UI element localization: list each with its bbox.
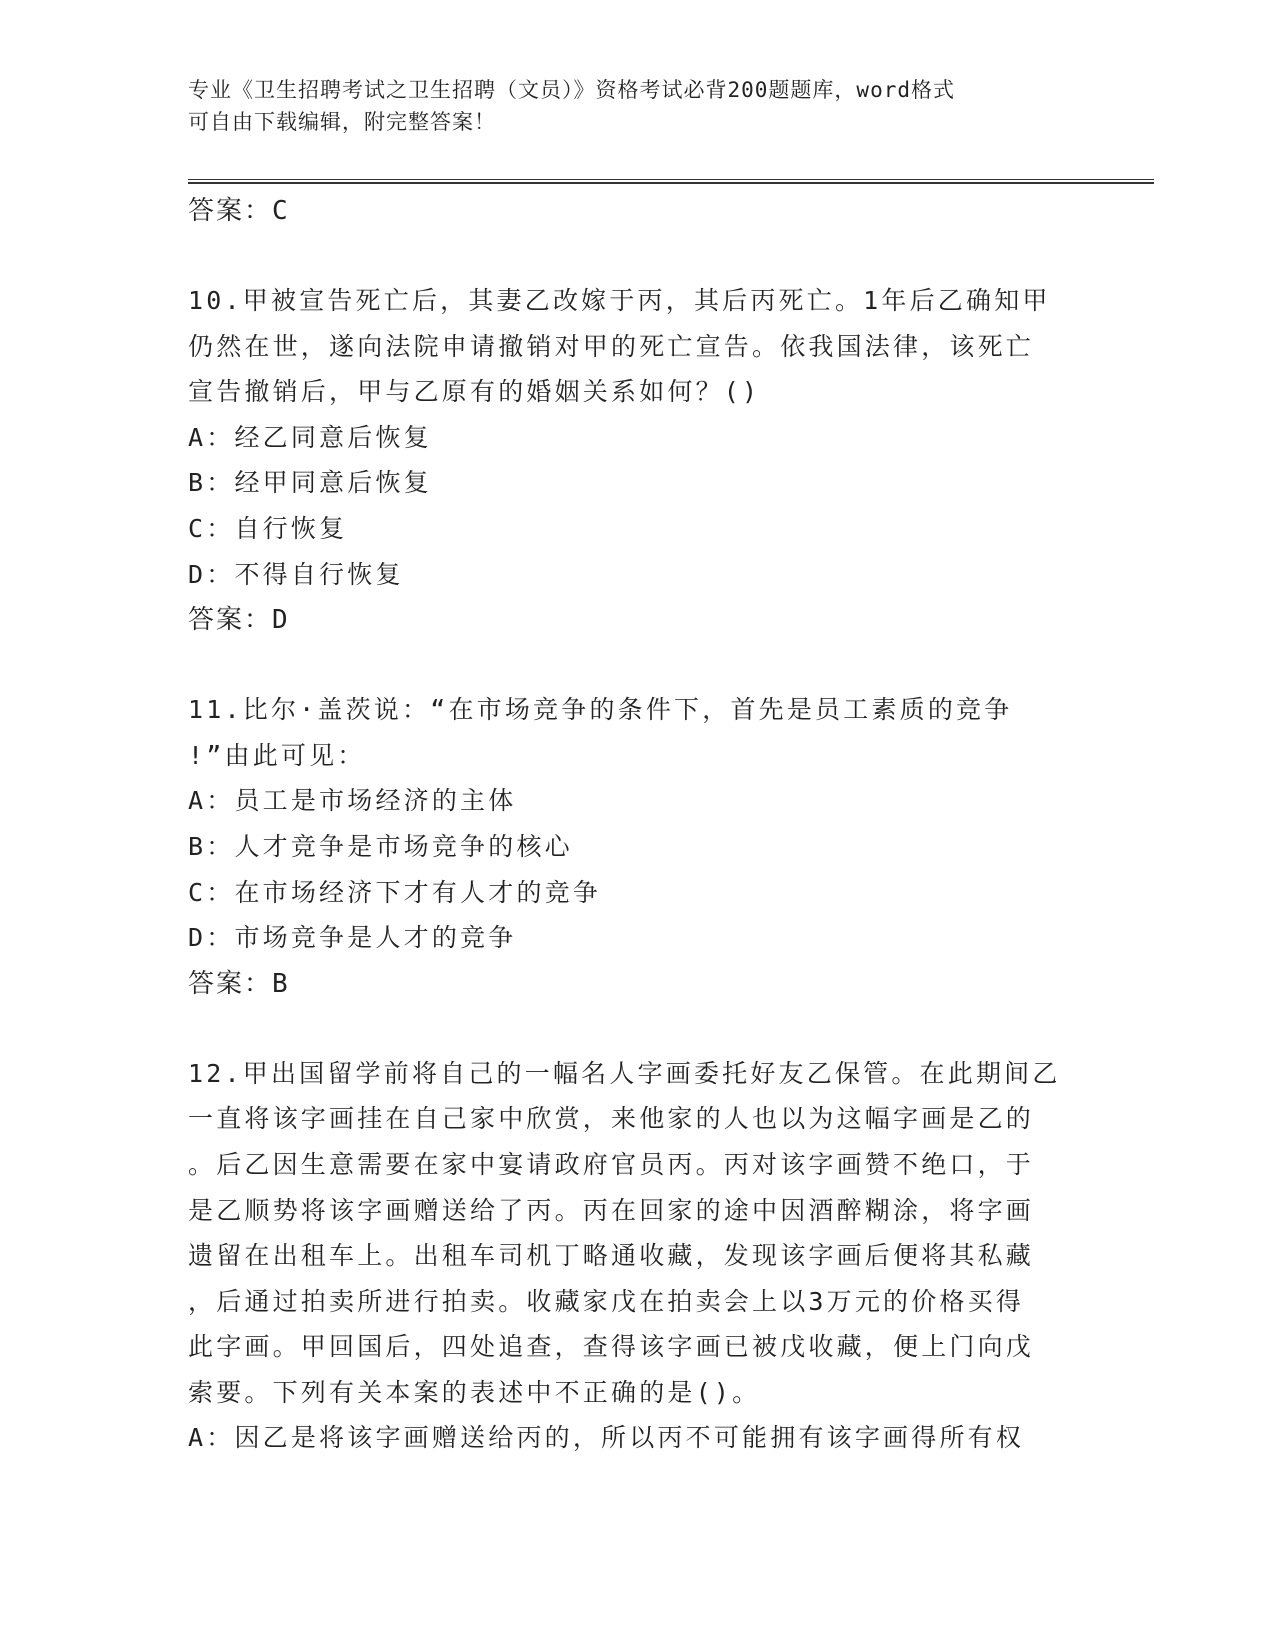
option-d: D：市场竞争是人才的竞争 bbox=[188, 923, 517, 953]
document-body bbox=[188, 188, 1088, 1461]
option-a: A：因乙是将该字画赠送给丙的，所以丙不可能拥有该字画得所有权 bbox=[188, 1423, 1025, 1453]
header-divider-thin bbox=[188, 179, 1154, 180]
question-stem-line: 12.甲出国留学前将自己的一幅名人字画委托好友乙保管。在此期间乙 bbox=[188, 1058, 1061, 1088]
question-stem-line: 一直将该字画挂在自己家中欣赏，来他家的人也以为这幅字画是乙的 bbox=[188, 1104, 1035, 1134]
question-stem-line: ，后通过拍卖所进行拍卖。收藏家戊在拍卖会上以3万元的价格买得 bbox=[188, 1286, 1025, 1316]
option-a: A：员工是市场经济的主体 bbox=[188, 786, 517, 816]
question-stem-line: 遗留在出租车上。出租车司机丁略通收藏，发现该字画后便将其私藏 bbox=[188, 1241, 1035, 1271]
question-stem-line: 仍然在世，遂向法院申请撤销对甲的死亡宣告。依我国法律，该死亡 bbox=[188, 331, 1035, 361]
answer-line: 答案：D bbox=[188, 605, 290, 636]
header-line-1: 专业《卫生招聘考试之卫生招聘（文员）》资格考试必背200题题库，word格式 bbox=[188, 78, 955, 102]
option-b: B：人才竞争是市场竞争的核心 bbox=[188, 831, 573, 861]
option-c: C：自行恢复 bbox=[188, 513, 348, 543]
option-a: A：经乙同意后恢复 bbox=[188, 422, 432, 452]
option-b: B：经甲同意后恢复 bbox=[188, 468, 432, 498]
answer-line: 答案：B bbox=[188, 968, 290, 999]
question-stem-line: 宣告撤销后，甲与乙原有的婚姻关系如何？() bbox=[188, 377, 761, 407]
header-divider-thick bbox=[188, 182, 1154, 184]
question-stem-line: !”由此可见： bbox=[188, 740, 366, 770]
question-stem-line: 此字画。甲回国后，四处追查，查得该字画已被戊收藏，便上门向戊 bbox=[188, 1332, 1035, 1362]
question-stem-line: 是乙顺势将该字画赠送给了丙。丙在回家的途中因酒醉糊涂，将字画 bbox=[188, 1195, 1035, 1225]
question-stem-line: 10.甲被宣告死亡后，其妻乙改嫁于丙，其后丙死亡。1年后乙确知甲 bbox=[188, 286, 1051, 315]
option-c: C：在市场经济下才有人才的竞争 bbox=[188, 877, 602, 907]
question-stem-line: 。后乙因生意需要在家中宴请政府官员丙。丙对该字画赞不绝口，于 bbox=[188, 1149, 1035, 1179]
option-d: D：不得自行恢复 bbox=[188, 559, 404, 589]
question-11 bbox=[188, 687, 1088, 1007]
question-12 bbox=[188, 1051, 1088, 1461]
question-10 bbox=[188, 278, 1088, 643]
question-stem-line: 11.比尔·盖茨说：“在市场竞争的条件下，首先是员工素质的竞争 bbox=[188, 695, 1013, 725]
document-header bbox=[188, 74, 1068, 138]
header-line-2: 可自由下载编辑，附完整答案！ bbox=[188, 110, 496, 134]
answer-line: 答案：C bbox=[188, 196, 290, 226]
question-stem-line: 索要。下列有关本案的表述中不正确的是()。 bbox=[188, 1377, 761, 1407]
